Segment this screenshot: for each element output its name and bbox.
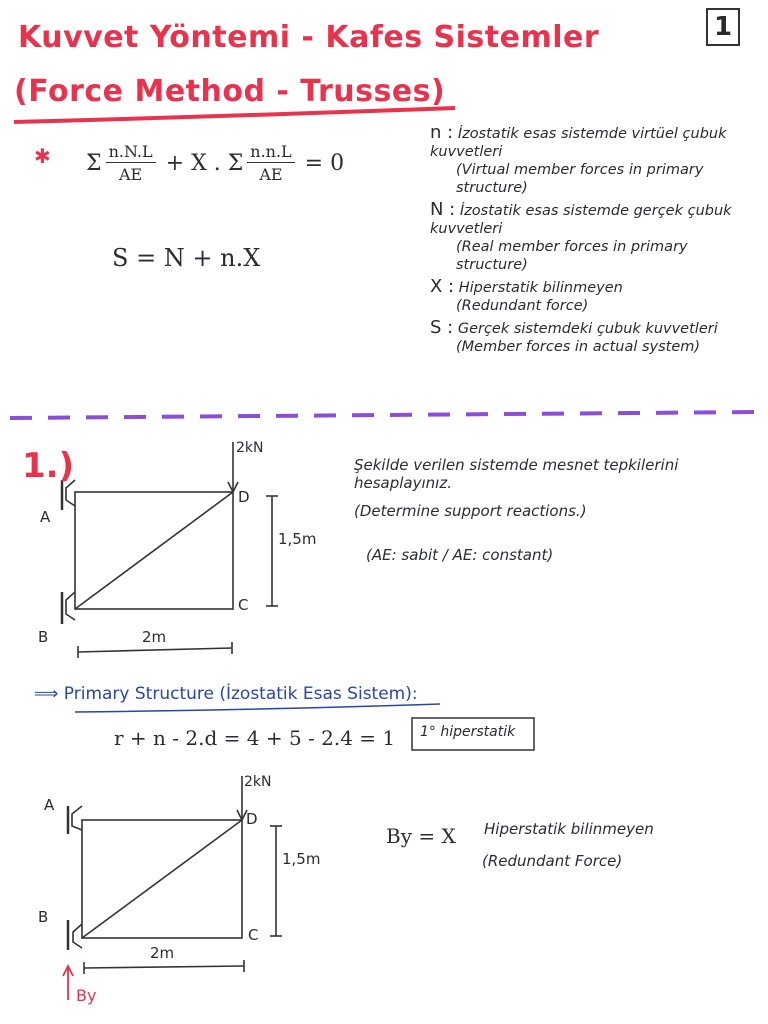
node-b-label-1: B <box>38 628 49 646</box>
degree-equation: r + n - 2.d = 4 + 5 - 2.4 = 1 <box>114 726 396 750</box>
fraction-term-2 <box>247 142 294 184</box>
title-underline <box>14 108 455 122</box>
node-a-label-1: A <box>40 508 51 526</box>
section-divider <box>10 412 760 418</box>
primary-structure-heading: ⟹ Primary Structure (İzostatik Esas Sistem): <box>34 684 418 704</box>
node-b-label-2: B <box>38 908 49 926</box>
truss-diagonal-2 <box>82 820 242 938</box>
fraction-term-1 <box>106 142 156 184</box>
load-label-1: 2kN <box>236 440 264 456</box>
support-b2-icon <box>73 924 82 948</box>
truss-diagonal-1 <box>75 492 233 609</box>
force-method-equation <box>86 142 344 184</box>
problem-number: 1.) <box>22 446 75 486</box>
definition-en: (Member forces in actual system) <box>456 339 701 355</box>
truss-figure-2 <box>68 776 282 974</box>
term2-numerator: n.n.L <box>247 142 294 163</box>
support-a2-icon <box>72 806 82 830</box>
definition-en: (Redundant force) <box>456 298 589 314</box>
support-b-icon <box>66 592 75 620</box>
plus-x-sigma: + X . Σ <box>165 150 244 176</box>
problem-text-tr: Şekilde verilen sistemde mesnet tepkilerini hesaplayınız. <box>354 456 679 492</box>
s-formula: S = N + n.X <box>112 244 261 272</box>
definition-en: (Virtual member forces in primary structure) <box>456 162 704 196</box>
redundant-equation: By = X <box>386 824 456 848</box>
page-subtitle: (Force Method - Trusses) <box>14 74 446 109</box>
reaction-arrow-icon <box>63 966 73 1000</box>
node-c-label-1: C <box>238 596 249 614</box>
definition-item <box>430 319 760 356</box>
problem-text-en: (Determine support reactions.) <box>354 502 587 520</box>
page-number: 1 <box>706 8 740 46</box>
width-label-2: 2m <box>150 944 175 962</box>
node-a-label-2: A <box>44 796 55 814</box>
problem-note: (AE: sabit / AE: constant) <box>366 546 554 564</box>
node-c-label-2: C <box>248 926 259 944</box>
definition-symbol: X : <box>430 276 455 297</box>
equals-zero: = 0 <box>304 150 345 176</box>
degree-box-label: 1° hiperstatik <box>420 724 516 740</box>
definition-symbol: N : <box>430 199 456 220</box>
term2-denominator: AE <box>259 165 283 184</box>
definition-item <box>430 278 760 315</box>
definition-item <box>430 201 760 274</box>
term1-numerator: n.N.L <box>106 142 156 163</box>
definition-en: (Real member forces in primary structure) <box>456 239 688 273</box>
page-title: Kuvvet Yöntemi - Kafes Sistemler <box>18 20 600 55</box>
definition-tr: İzostatik esas sistemde virtüel çubuk kuvvetleri <box>430 126 727 160</box>
sigma-symbol: Σ <box>86 150 102 176</box>
load-label-2: 2kN <box>244 774 272 790</box>
term1-denominator: AE <box>118 165 143 184</box>
redundant-tr: Hiperstatik bilinmeyen <box>484 820 654 838</box>
definition-item <box>430 124 760 197</box>
definition-tr: Gerçek sistemdeki çubuk kuvvetleri <box>457 321 718 337</box>
equation-marker-icon: ✱ <box>34 144 51 168</box>
height-label-1: 1,5m <box>278 530 317 548</box>
definition-symbol: n : <box>430 122 454 143</box>
definition-tr: Hiperstatik bilinmeyen <box>458 280 623 296</box>
height-label-2: 1,5m <box>282 850 321 868</box>
definition-tr: İzostatik esas sistemde gerçek çubuk kuvvetleri <box>430 203 732 237</box>
truss-figure-1 <box>62 442 278 658</box>
definition-symbol: S : <box>430 317 454 338</box>
width-label-1: 2m <box>142 628 167 646</box>
node-d-label-2: D <box>246 810 258 828</box>
reaction-label: By <box>76 986 97 1005</box>
redundant-en: (Redundant Force) <box>482 852 623 870</box>
definitions-list <box>430 124 760 356</box>
node-d-label-1: D <box>238 488 250 506</box>
